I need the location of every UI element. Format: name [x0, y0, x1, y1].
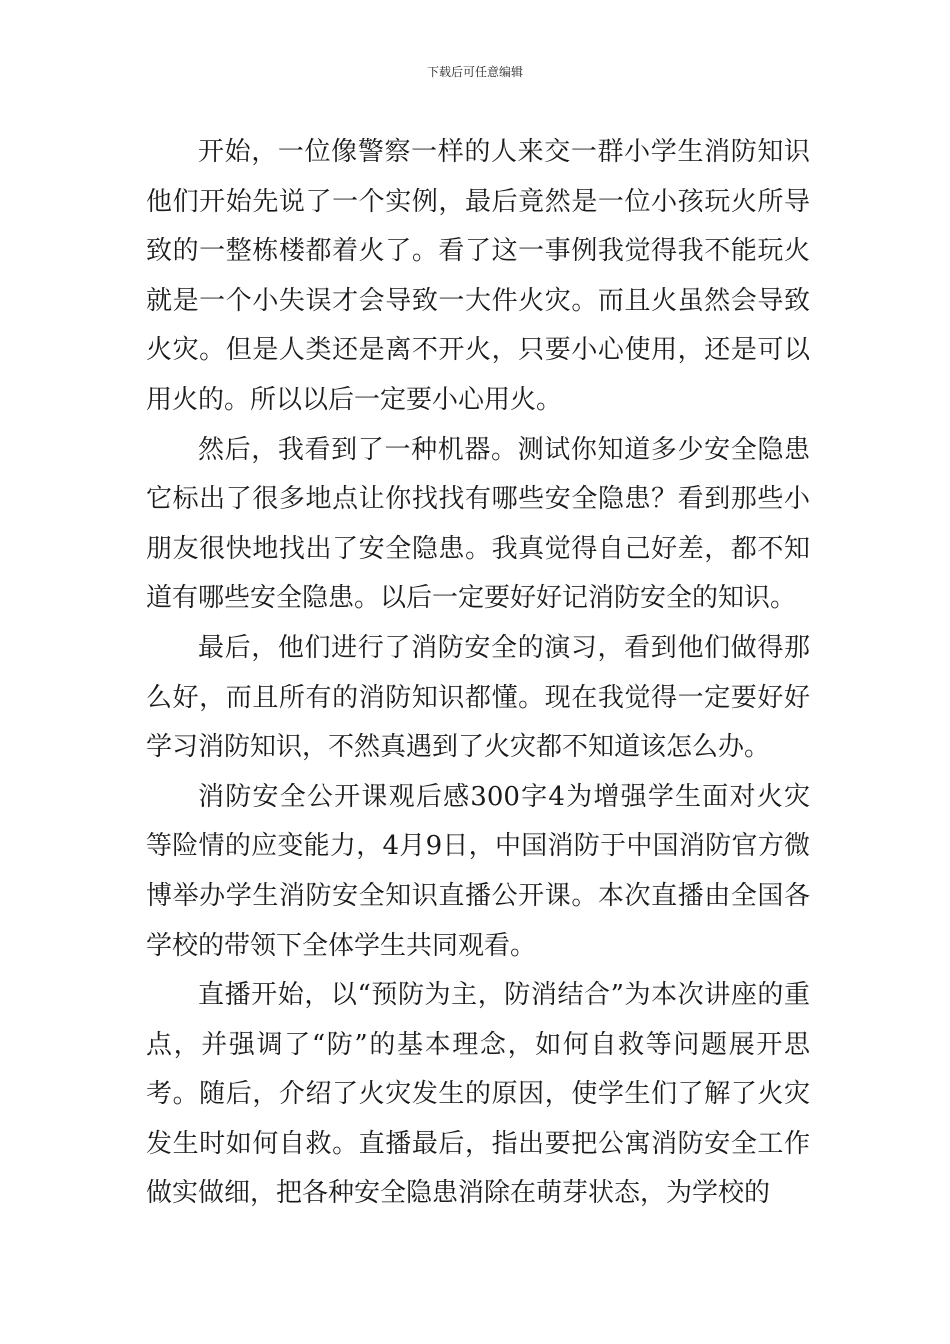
document-body — [146, 128, 810, 1219]
paragraph-1: 开始，一位像警察一样的人来交一群小学生消防知识他们开始先说了一个实例，最后竟然是一位小孩玩火所导致的一整栋楼都着火了。看了这一事例我觉得我不能玩火就是一个小失误才会导致一大件火灾。而且火虽然会导致火灾。但是人类还是离不开火，只要小心使用，还是可以用火的。所以以后一定要小心用火。 — [146, 137, 810, 415]
paragraph-3: 最后，他们进行了消防安全的演习，看到他们做得那么好，而且所有的消防知识都懂。现在我觉得一定要好好学习消防知识，不然真遇到了火灾都不知道该怎么办。 — [146, 632, 810, 763]
paragraph-5: 直播开始，以“预防为主，防消结合”为本次讲座的重点，并强调了“防”的基本理念，如何自救等问题展开思考。随后，介绍了火灾发生的原因，使学生们了解了火灾发生时如何自救。直播最后，指出要把公寓消防安全工作做实做细，把各种安全隐患消除在萌芽状态，为学校的 — [146, 980, 810, 1209]
paragraph-4: 消防安全公开课观后感300字4为增强学生面对火灾等险情的应变能力，4月9日，中国消防于中国消防官方微博举办学生消防安全知识直播公开课。本次直播由全国各学校的带领下全体学生共同观看。 — [146, 781, 810, 961]
page-header: 下载后可任意编辑 — [426, 65, 523, 79]
paragraph-2: 然后，我看到了一种机器。测试你知道多少安全隐患它标出了很多地点让你找找有哪些安全隐患？看到那些小朋友很快地找出了安全隐患。我真觉得自己好差，都不知道有哪些安全隐患。以后一定要好好记消防安全的知识。 — [146, 434, 810, 614]
